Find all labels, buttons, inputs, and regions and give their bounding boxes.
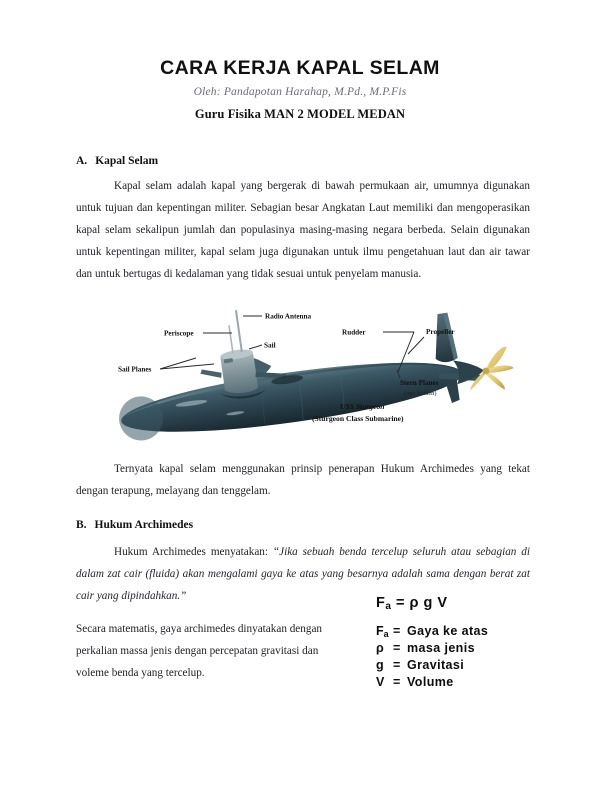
label-periscope: Periscope	[164, 329, 194, 338]
periscope-mast	[229, 325, 233, 353]
legend-text: Volume	[407, 674, 454, 689]
legend-item	[376, 657, 488, 674]
label-stern-planes: Stern Planes	[400, 378, 439, 387]
legend-text: masa jenis	[407, 641, 475, 656]
section-a-label: Kapal Selam	[95, 155, 159, 168]
legend-symbol: V	[376, 674, 385, 689]
document-body	[76, 155, 530, 690]
legend-item	[376, 640, 488, 657]
submarine-figure	[0, 300, 600, 450]
stern-assembly	[430, 304, 518, 404]
math-paragraph-column	[76, 619, 326, 685]
label-rudder: Rudder	[342, 328, 366, 337]
formula-lhs-subscript: a	[385, 600, 392, 612]
label-stern-planes-note: (one hidden)	[404, 389, 437, 397]
quote-lead-text: Hukum Archimedes menyatakan:	[114, 546, 273, 559]
legend-item	[376, 623, 488, 640]
rudder-lower	[444, 376, 460, 403]
quote-body-text: “Jika sebuah benda tercelup seluruh atau sebagian di dalam zat cair (fluida) akan mengalami gaya ke atas yang besarnya adalah sama dengan berat zat cair yang dipindahkan.”	[76, 546, 530, 603]
submarine-cutaway-icon	[0, 300, 600, 450]
label-radio-antenna: Radio Antenna	[265, 312, 312, 321]
legend-equals: =	[393, 623, 401, 638]
section-b-marker: B.	[76, 519, 87, 532]
page-title: CARA KERJA KAPAL SELAM	[160, 57, 440, 79]
radio-antenna-mast	[236, 310, 242, 352]
legend-symbol: ρ	[376, 641, 384, 656]
label-propeller: Propeller	[426, 327, 455, 336]
section-heading-b	[76, 519, 530, 531]
figure-caption-line-1: USS Sturgeon	[340, 401, 385, 411]
section-a-marker: A.	[76, 155, 88, 168]
legend-equals: =	[393, 641, 401, 656]
leader-sail	[249, 345, 262, 349]
sail-plane-port	[200, 367, 222, 381]
legend-symbol: $F_a$	[376, 623, 389, 639]
leader-propeller	[408, 337, 424, 354]
formula-block	[376, 595, 488, 691]
section-b-label: Hukum Archimedes	[94, 519, 194, 532]
formula-main	[376, 595, 488, 612]
legend-text: Gravitasi	[407, 657, 465, 672]
author-line: Oleh: Pandapotan Harahap, M.Pd., M.P.Fis	[193, 86, 407, 99]
legend-equals: =	[393, 657, 401, 672]
legend-symbol: g	[376, 657, 384, 672]
paragraph-archimedes-intro: Ternyata kapal selam menggunakan prinsip penerapan Hukum Archimedes yang tekat dengan terapung, melayang dan tenggelam.	[76, 462, 530, 497]
paragraph-kapal-selam: Kapal selam adalah kapal yang bergerak di bawah permukaan air, umumnya digunakan untuk tujuan dan kepentingan militer. Sebagian besar Angkatan Laut memiliki dan mengoperasikan kapal selam sekalipun jumlah dan populasinya masing-masing negara berbeda. Selain digunakan untuk kepentingan militer, kapal selam juga digunakan untuk ilmu pengetahuan laut dan air tawar dan untuk bertugas di kedalaman yang tidak sesuai untuk penyelam manusia.	[76, 180, 530, 280]
section-heading-a	[76, 155, 530, 167]
formula-lhs-symbol: F	[376, 594, 386, 611]
affiliation-line: Guru Fisika MAN 2 MODEL MEDAN	[194, 107, 406, 122]
label-sail-planes: Sail Planes	[118, 365, 152, 374]
legend-text: Gaya ke atas	[407, 623, 489, 638]
figure-caption-line-2: (Sturgeon Class Submarine)	[312, 413, 404, 423]
label-sail: Sail	[264, 341, 276, 350]
paragraph-math-description: Secara matematis, gaya archimedes dinyatakan dengan perkalian massa jenis dengan percepatan gravitasi dan voleme benda yang tercelup.	[76, 622, 323, 679]
title-block	[0, 0, 600, 122]
formula-rhs: = ρ g V	[395, 594, 448, 611]
formula-legend	[376, 623, 488, 691]
legend-equals: =	[393, 674, 401, 689]
legend-item	[376, 674, 488, 691]
